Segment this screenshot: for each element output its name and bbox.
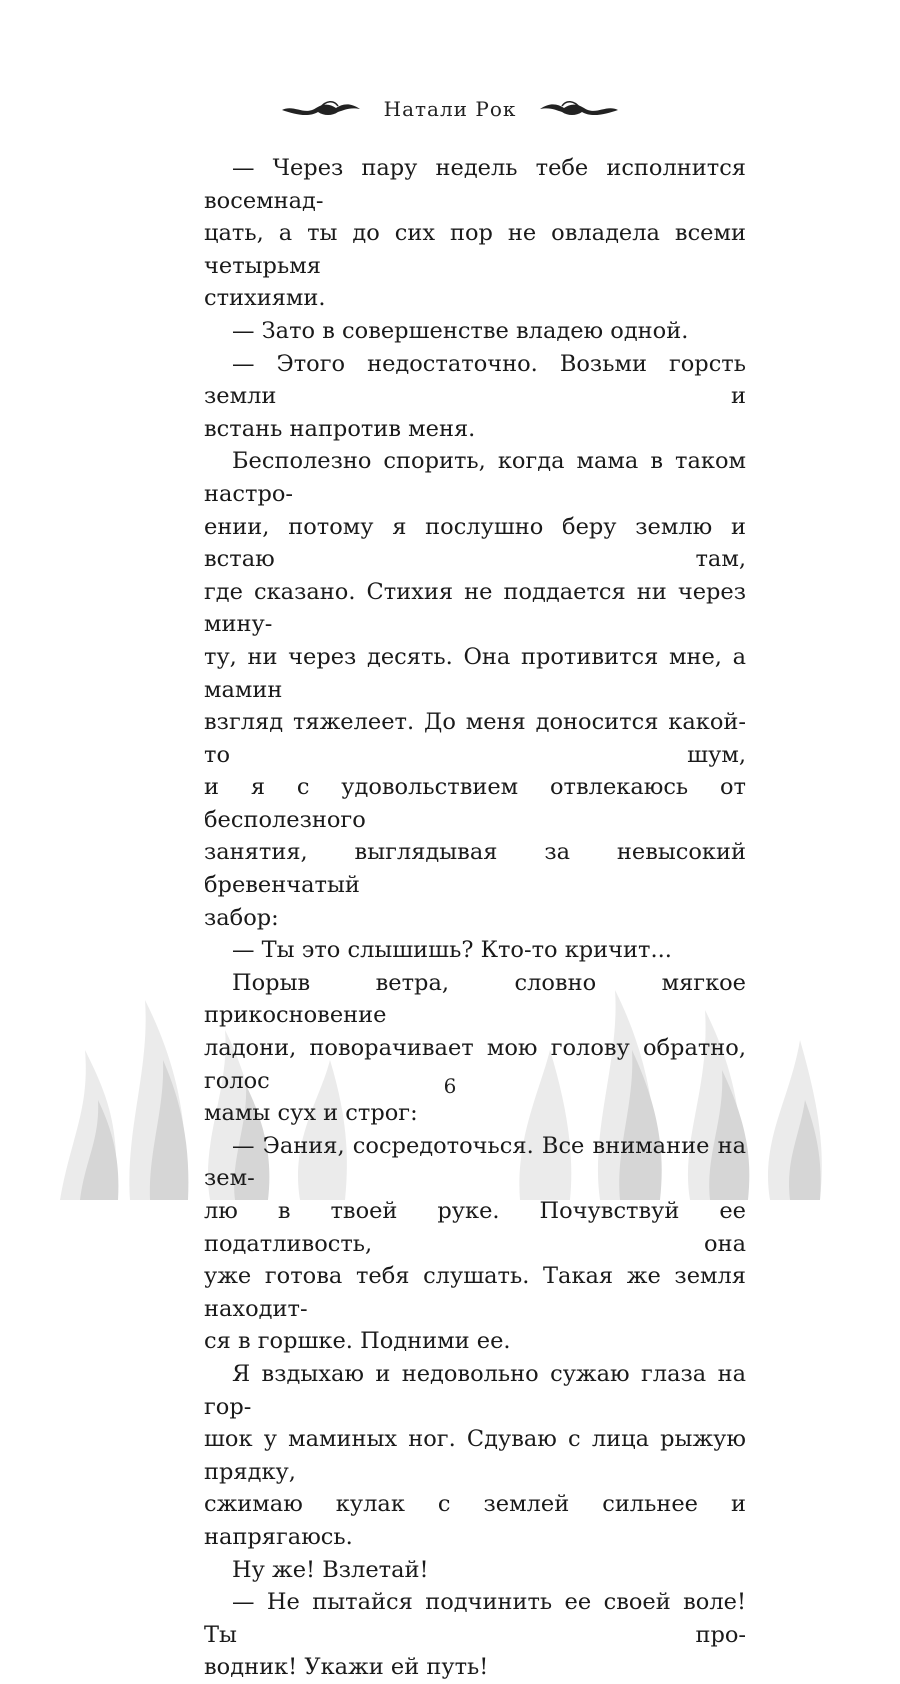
text-line: уже готова тебя слушать. Такая же земля находит- [204,1263,746,1322]
text-line: водник! Укажи ей путь! [204,1654,489,1681]
text-line: ту, ни через десять. Она противится мне, а мамин [204,643,746,703]
author-name: Натали Рок [383,97,517,121]
body-text [204,152,746,1684]
text-line: Ну же! Взлетай! [232,1556,429,1583]
text-line: ладони, поворачивает мою голову обратно, голос [204,1035,746,1094]
text-line: Бесполезно спорить, когда мама в таком настро- [204,448,746,507]
paragraph [204,348,746,446]
text-line: Порыв ветра, словно мягкое прикосновение [204,969,746,1029]
text-line: где сказано. Стихия не поддается ни через мину- [204,578,746,638]
text-line: цать, а ты до сих пор не овладела всеми четырьмя [204,220,746,279]
paragraph [204,934,746,967]
text-line: взгляд тяжелеет. До меня доносится какой-то шум, [204,709,746,768]
paragraph [204,152,746,315]
paragraph [204,1554,746,1587]
text-line: и я с удовольствием отвлекаюсь от бесполезного [204,774,746,833]
text-line: — Ты это слышишь? Кто-то кричит... [232,937,672,964]
paragraph [204,1358,746,1554]
text-line: ении, потому я послушно беру землю и встаю там, [204,513,746,573]
running-header [0,92,900,126]
text-line: — Через пару недель тебе исполнится восемнад- [204,155,746,214]
page-number: 6 [443,1074,457,1098]
paragraph [204,967,746,1130]
text-line: — Зато в совершенстве владею одной. [232,317,689,344]
paragraph [204,1130,746,1358]
text-line: забор: [204,904,279,931]
text-line: — Этого недостаточно. Возьми горсть земли и [204,350,746,410]
ornament-left-icon [280,98,362,120]
text-line: сжимаю кулак с землей сильнее и напрягаюсь. [204,1491,746,1550]
text-line: шок у маминых ног. Сдуваю с лица рыжую прядку, [204,1426,746,1485]
text-line: встань напротив меня. [204,415,476,442]
ornament-right-icon [538,98,620,120]
text-line: занятия, выглядывая за невысокий бревенчатый [204,839,746,899]
paragraph [204,1586,746,1684]
text-line: ся в горшке. Подними ее. [204,1328,511,1355]
text-line: — Не пытайся подчинить ее своей воле! Ты про- [204,1589,746,1648]
text-line: — Эания, сосредоточься. Все внимание на зем- [204,1132,746,1192]
text-line: мамы сух и строг: [204,1100,418,1127]
text-line: Я вздыхаю и недовольно сужаю глаза на гор- [204,1360,746,1420]
text-line: лю в твоей руке. Почувствуй ее податливость, она [204,1198,746,1257]
paragraph [204,315,746,348]
text-line: стихиями. [204,285,326,312]
paragraph [204,445,746,934]
